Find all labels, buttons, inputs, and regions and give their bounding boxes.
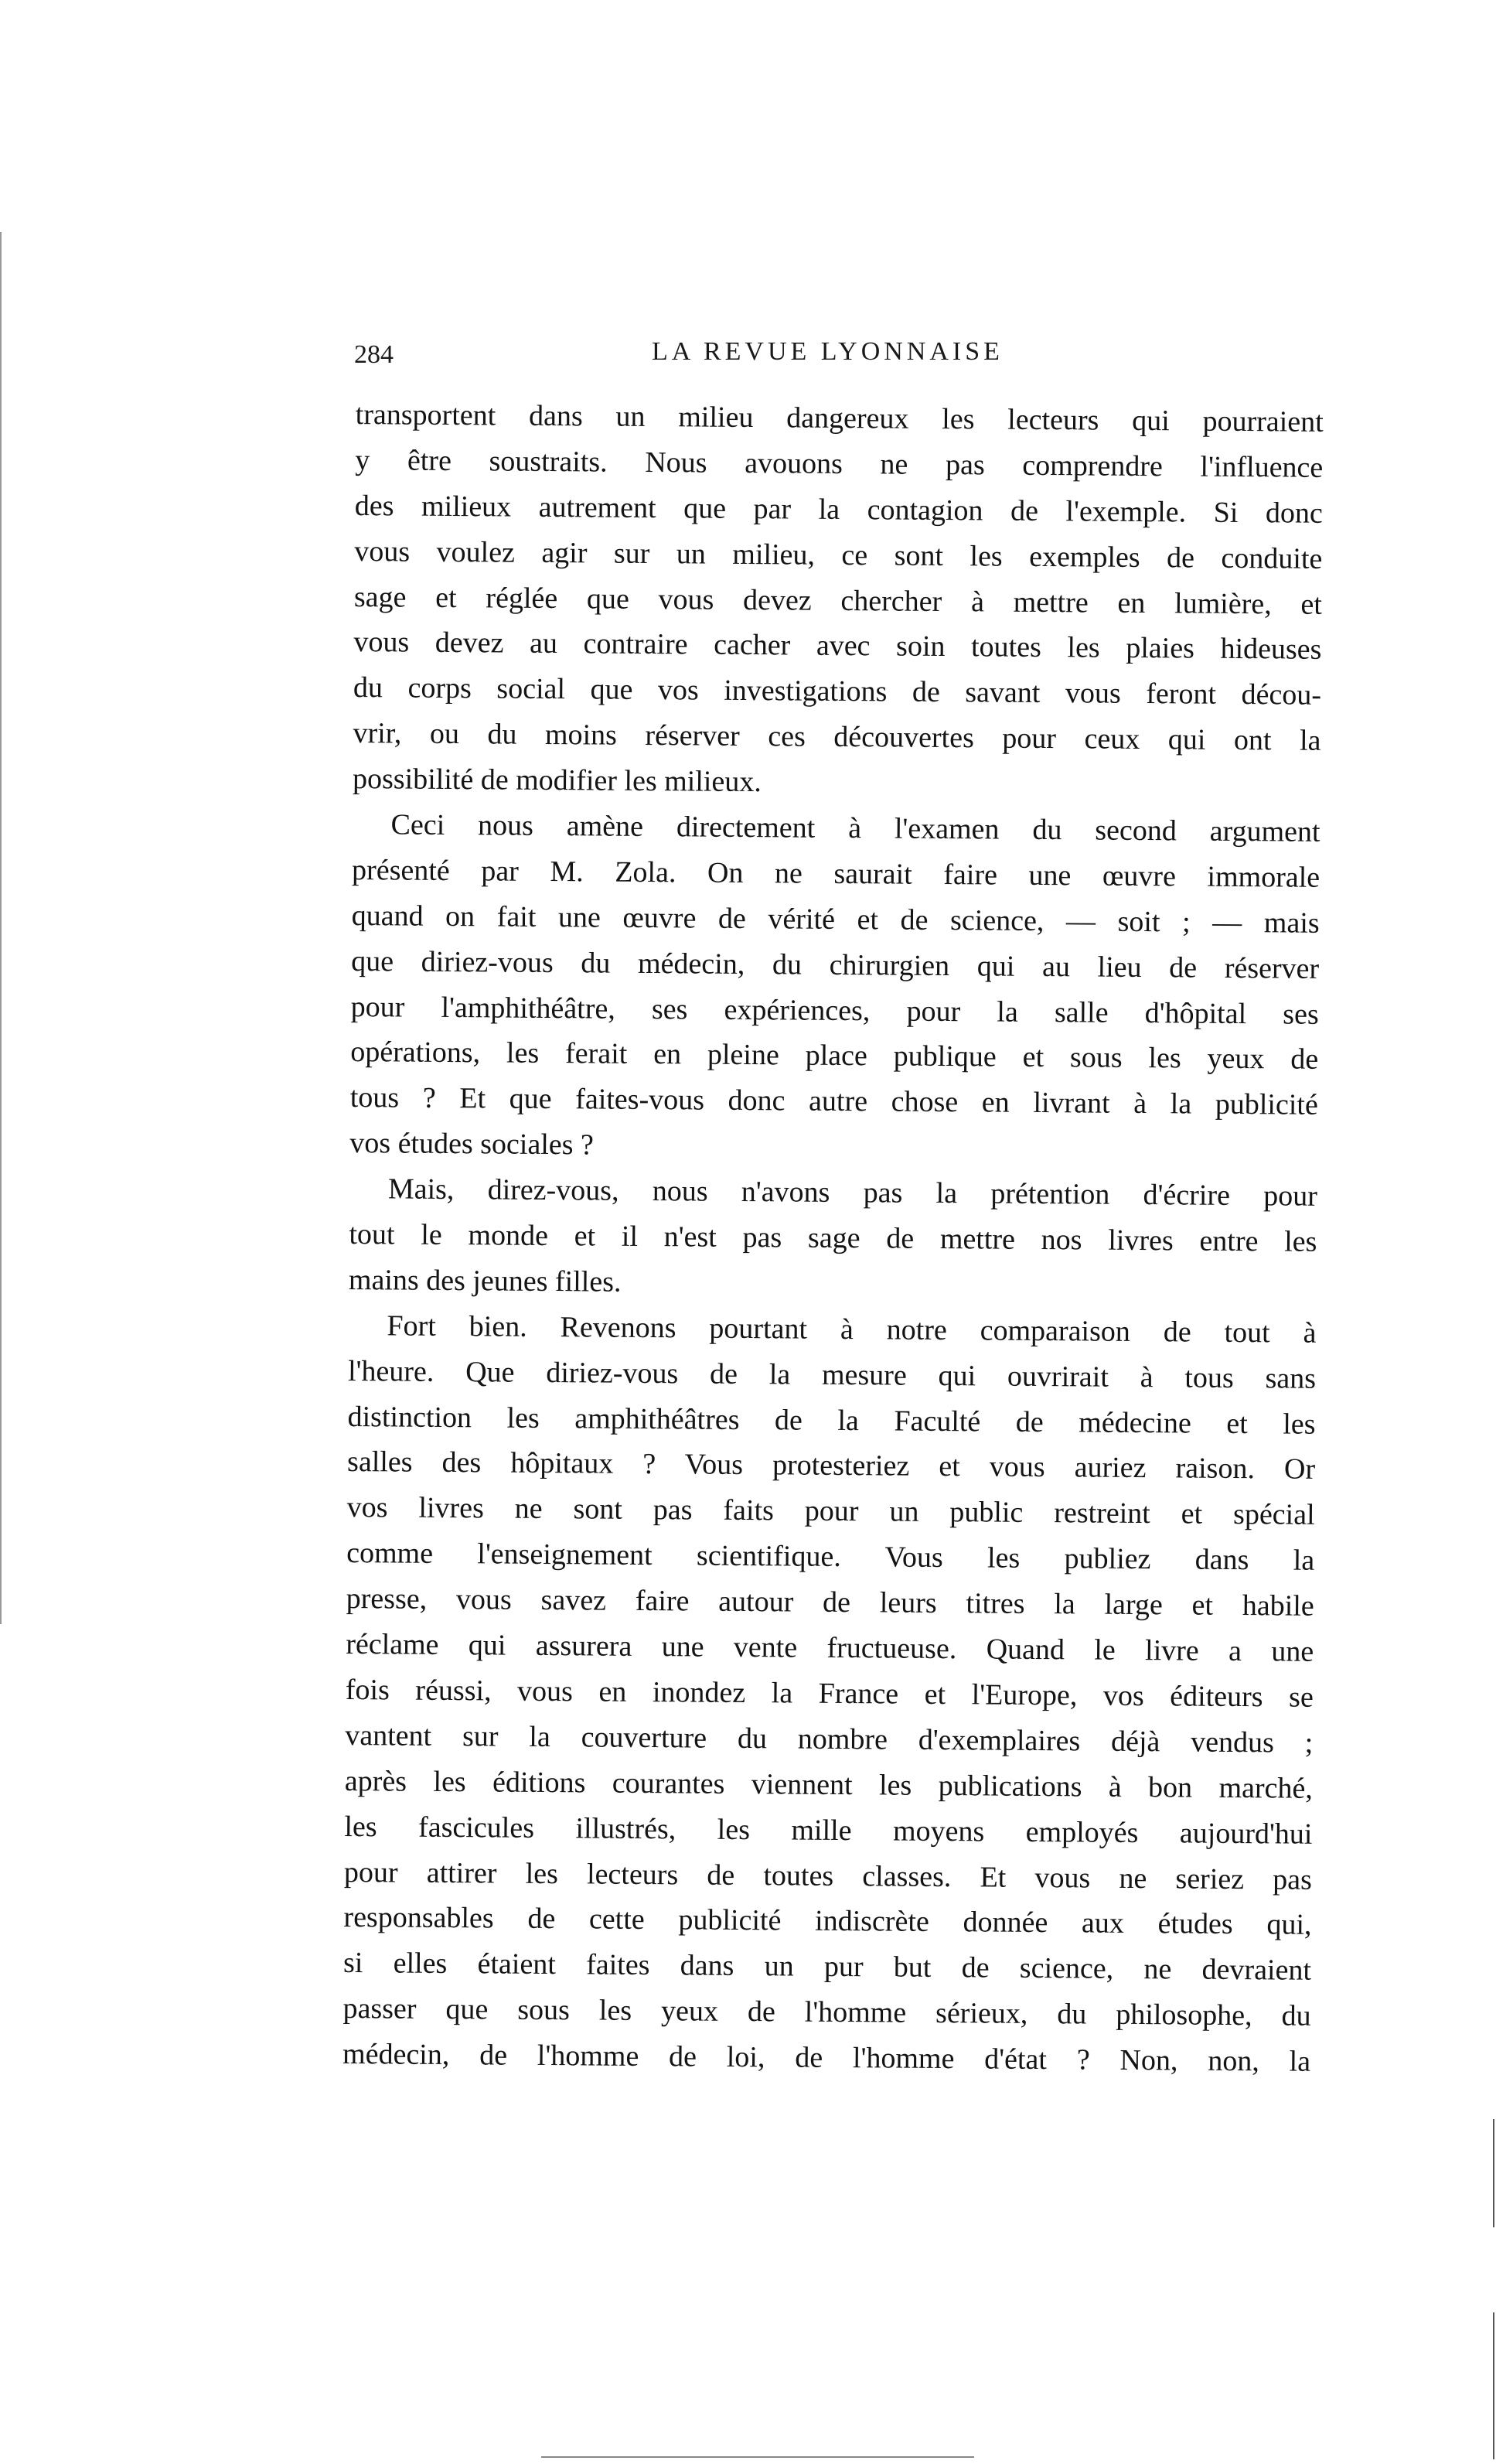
body-text	[342, 392, 1324, 2085]
text-line: les fascicules illustrés, les mille moyens employés aujourd'hui	[344, 1810, 1313, 1851]
running-title: LA REVUE LYONNAISE	[652, 337, 1004, 366]
text-line: sage et réglée que vous devez chercher à mettre en lumière, et	[353, 580, 1323, 621]
text-line: transportent dans un milieu dangereux les lecteurs qui pourraient	[355, 398, 1324, 439]
text-line: que diriez-vous du médecin, du chirurgien qui au lieu de réserver	[351, 944, 1320, 985]
text-line: si elles étaient faites dans un pur but de science, ne devraient	[342, 1947, 1312, 1988]
text-line: presse, vous savez faire autour de leurs titres la large et habile	[346, 1582, 1314, 1623]
text-line: tout le monde et il n'est pas sage de mettre nos livres entre les	[349, 1217, 1317, 1258]
paragraph-start-line: Fort bien. Revenons pourtant à notre comparaison de tout à	[387, 1309, 1317, 1350]
text-line: présenté par M. Zola. On ne saurait faire une œuvre immorale	[351, 853, 1321, 894]
text-line: quand on fait une œuvre de vérité et de science, — soit ; — mais	[351, 899, 1320, 940]
text-line: comme l'enseignement scientifique. Vous les publiez dans la	[346, 1537, 1315, 1578]
text-line: du corps social que vos investigations de savant vous feront décou-	[353, 671, 1322, 712]
text-line: distinction les amphithéâtres de la Faculté de médecine et les	[347, 1400, 1316, 1441]
paragraph-start-line: Mais, direz-vous, nous n'avons pas la prétention d'écrire pour	[387, 1172, 1318, 1213]
text-line: réclame qui assurera une vente fructueuse. Quand le livre a une	[346, 1627, 1314, 1668]
text-line: fois réussi, vous en inondez la France et l'Europe, vos éditeurs se	[345, 1673, 1314, 1714]
text-line: vos livres ne sont pas faits pour un public restreint et spécial	[346, 1491, 1315, 1532]
text-line: des milieux autrement que par la contagion de l'exemple. Si donc	[354, 489, 1323, 530]
text-line: mains des jeunes filles.	[348, 1263, 622, 1299]
text-line: après les éditions courantes viennent les publications à bon marché,	[344, 1764, 1314, 1805]
paragraph-start-line: Ceci nous amène directement à l'examen du second argument	[390, 808, 1321, 848]
text-line: pour l'amphithéâtre, ses expériences, pour la salle d'hôpital ses	[350, 990, 1319, 1031]
text-line: vous voulez agir sur un milieu, ce sont les exemples de conduite	[354, 534, 1323, 575]
page-number: 284	[354, 340, 394, 369]
text-line: tous ? Et que faites-vous donc autre chose en livrant à la publicité	[349, 1081, 1318, 1122]
text-line: possibilité de modifier les milieux.	[352, 763, 762, 799]
scan-edge-mark	[1493, 2119, 1494, 2227]
running-header	[354, 337, 1324, 379]
text-line: opérations, les ferait en pleine place publique et sous les yeux de	[350, 1036, 1319, 1077]
text-line: l'heure. Que diriez-vous de la mesure qui ouvrirait à tous sans	[347, 1354, 1317, 1395]
text-line: vantent sur la couverture du nombre d'exemplaires déjà vendus ;	[345, 1718, 1314, 1759]
text-line: pour attirer les lecteurs de toutes classes. Et vous ne seriez pas	[343, 1855, 1313, 1896]
scan-edge-mark	[0, 232, 2, 1624]
text-line: responsables de cette publicité indiscrète donnée aux études qui,	[343, 1901, 1312, 1942]
text-line: vous devez au contraire cacher avec soin toutes les plaies hideuses	[353, 626, 1322, 667]
text-line: salles des hôpitaux ? Vous protesteriez et vous auriez raison. Or	[346, 1445, 1316, 1486]
text-line: y être soustraits. Nous avouons ne pas comprendre l'influence	[355, 443, 1324, 484]
text-line: vos études sociales ?	[349, 1127, 595, 1162]
text-line: vrir, ou du moins réserver ces découvertes pour ceux qui ont la	[353, 717, 1321, 758]
text-line: passer que sous les yeux de l'homme sérieux, du philosophe, du	[342, 1992, 1311, 2032]
text-line: médecin, de l'homme de loi, de l'homme d'état ? Non, non, la	[342, 2037, 1311, 2078]
scan-edge-mark	[541, 2456, 974, 2458]
scan-edge-mark	[1493, 2312, 1494, 2459]
